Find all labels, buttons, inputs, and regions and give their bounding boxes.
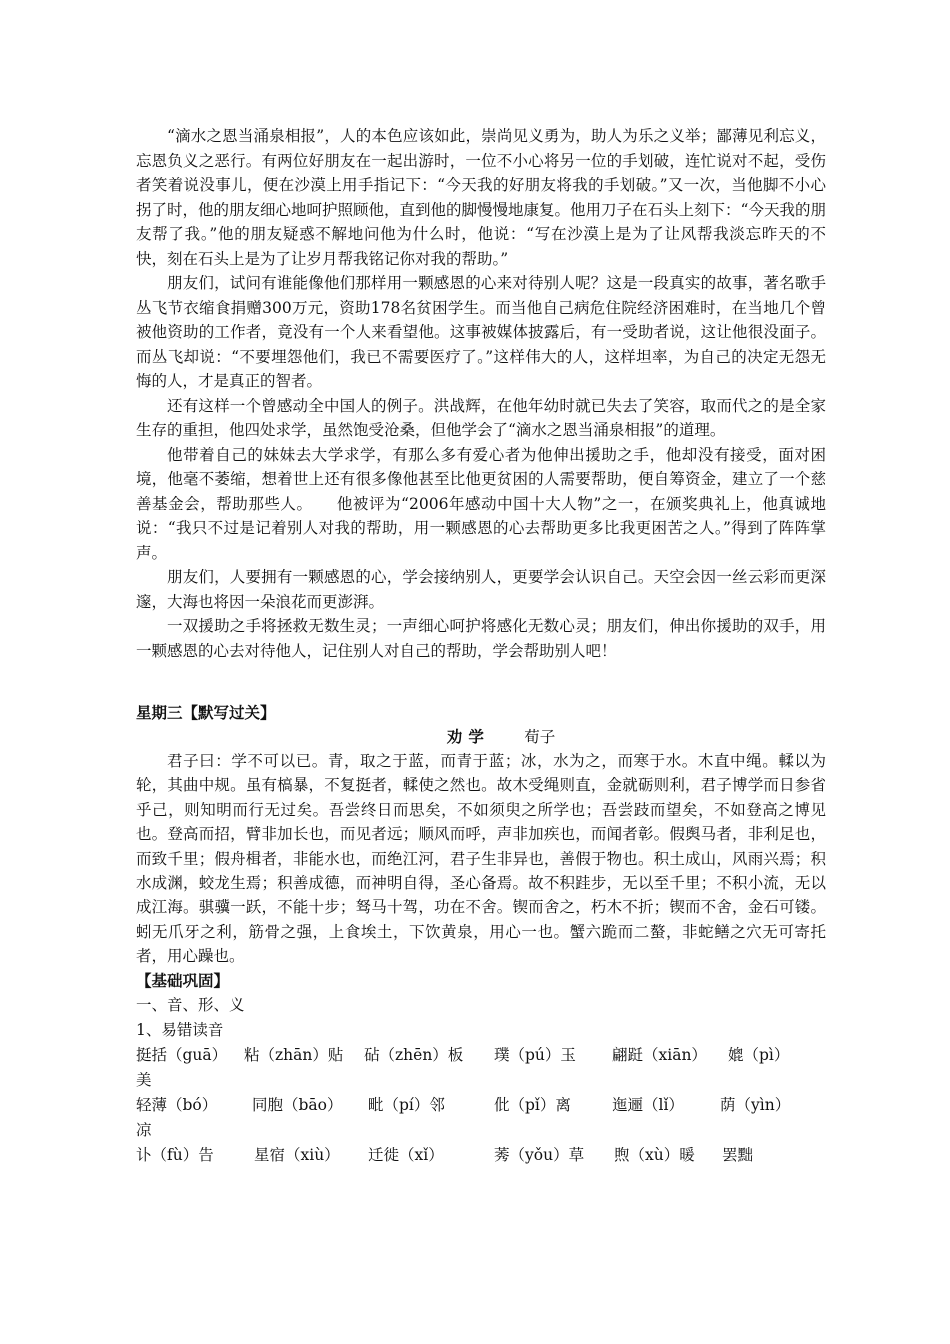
pinyin-row <box>136 1043 826 1068</box>
pinyin-row <box>136 1093 826 1118</box>
essay-paragraph-1: “滴水之恩当涌泉相报”，人的本色应该如此，崇尚见义勇为，助人为乐之义举；鄙薄见利忘义，忘恩负义之恶行。有两位好朋友在一起出游时，一位不小心将另一位的手划破，连忙说对不起，受伤者笑着说没事儿，便在沙漠上用手指记下：“今天我的好朋友将我的手划破。”又一次，当他脚不小心拐了时，他的朋友细心地呵护照顾他，直到他的脚慢慢地康复。他用刀子在石头上刻下：“今天我的朋友帮了我。”他的朋友疑惑不解地问他为什么时，他说：“写在沙漠上是为了让风帮我淡忘昨天的不快，刻在石头上是为了让岁月帮我铭记你对我的帮助。” <box>136 127 826 268</box>
pinyin-item: 媲（pì） <box>728 1045 790 1064</box>
poem-title-row <box>136 725 826 749</box>
pinyin-item: 粘（zhān）贴 <box>244 1045 344 1064</box>
pinyin-row <box>136 1143 826 1168</box>
essay-paragraph-4: 他带着自己的妹妹去大学求学，有那么多有爱心者为他伸出援助之手，他却没有接受，面对困境，他毫不萎缩，想着世上还有很多像他甚至比他更贫困的人需要帮助，便自筹资金，建立了一个慈善基金会，帮助那些人。 他被评为“2006年感动中国十大人物”之一，在颁奖典礼上，他真诚地说：“我只不过是记着别人对我的帮助，用一颗感恩的心去帮助更多比我更困苦之人。”得到了阵阵掌声。 <box>136 445 826 562</box>
essay-paragraph-6: 一双援助之手将拯救无数生灵；一声细心呵护将感化无数心灵；朋友们，伸出你援助的双手，用一颗感恩的心去对待他人，记住别人对自己的帮助，学会帮助别人吧！ <box>136 617 826 660</box>
pinyin-wrap-text: 美 <box>136 1070 152 1089</box>
pinyin-item: 轻薄（bó） <box>136 1095 218 1114</box>
pinyin-item: 煦（xù）暖 <box>614 1145 695 1164</box>
wednesday-heading: 星期三【默写过关】 <box>136 703 276 722</box>
pinyin-item: 毗（pí）邻 <box>368 1095 445 1114</box>
pinyin-item: 荫（yìn） <box>720 1095 791 1114</box>
poem-body: 君子曰：学不可以已。青，取之于蓝，而青于蓝；冰，水为之，而寒于水。木直中绳。輮以为轮，其曲中规。虽有槁暴，不复挺者，輮使之然也。故木受绳则直，金就砺则利，君子博学而日参省乎己，则知明而行无过矣。吾尝终日而思矣，不如须臾之所学也；吾尝跂而望矣，不如登高之博见也。登高而招，臂非加长也，而见者远；顺风而呼，声非加疾也，而闻者彰。假舆马者，非利足也，而致千里；假舟楫者，非能水也，而绝江河，君子生非异也，善假于物也。积土成山，风雨兴焉；积水成渊，蛟龙生焉；积善成德，而神明自得，圣心备焉。故不积跬步，无以至千里；不积小流，无以成江海。骐骥一跃，不能十步；驽马十驾，功在不舍。锲而舍之，朽木不折；锲而不舍，金石可镂。蚓无爪牙之利，筋骨之强，上食埃土，下饮黄泉，用心一也。蟹六跪而二螯，非蛇鳝之穴无可寄托者，用心躁也。 <box>136 752 826 966</box>
pinyin-item: 迁徙（xǐ） <box>368 1145 444 1164</box>
poem-title: 劝学 <box>446 727 491 746</box>
essay-section <box>136 124 826 663</box>
poem-author: 荀子 <box>524 728 556 746</box>
pinyin-item: 砧（zhēn）板 <box>364 1045 464 1064</box>
pinyin-item: 同胞（bāo） <box>252 1095 343 1114</box>
pinyin-item: 迤逦（lǐ） <box>612 1095 684 1114</box>
pinyin-wrap-text: 凉 <box>136 1120 152 1139</box>
essay-paragraph-3: 还有这样一个曾感动全中国人的例子。洪战辉，在他年幼时就已失去了笑容，取而代之的是全家生存的重担，他四处求学，虽然饱受沧桑，但他学会了“滴水之恩当涌泉相报”的道理。 <box>136 396 826 439</box>
pinyin-item: 讣（fù）告 <box>136 1145 214 1164</box>
essay-paragraph-2: 朋友们，试问有谁能像他们那样用一颗感恩的心来对待别人呢？这是一段真实的故事，著名歌手丛飞节衣缩食捐赠300万元，资助178名贫困学生。而当他自己病危住院经济困难时，在当地几个曾被他资助的工作者，竟没有一个人来看望他。这事被媒体披露后，有一受助者说，这让他很没面子。而丛飞却说：“不要埋怨他们，我已不需要医疗了。”这样伟大的人，这样坦率，为自己的决定无怨无悔的人，才是真正的智者。 <box>136 274 826 390</box>
essay-paragraph-5: 朋友们，人要拥有一颗感恩的心，学会接纳别人，更要学会认识自己。天空会因一丝云彩而更深邃，大海也将因一朵浪花而更澎湃。 <box>136 568 826 611</box>
section-spacer <box>136 663 826 701</box>
pinyin-item: 莠（yǒu）草 <box>494 1145 585 1164</box>
basics-heading: 【基础巩固】 <box>136 970 230 990</box>
pinyin-item: 星宿（xiù） <box>254 1145 340 1164</box>
basics-subheading-pronunciation: 1、易错读音 <box>136 1020 224 1039</box>
document-page <box>136 124 826 1168</box>
pinyin-item: 璞（pú）玉 <box>494 1045 576 1064</box>
pinyin-item: 罢黜 <box>722 1145 754 1164</box>
pinyin-table <box>136 1043 826 1168</box>
basics-subheading-sound-form-meaning: 一、音、形、义 <box>136 995 245 1014</box>
pinyin-item: 翩跹（xiān） <box>612 1045 707 1064</box>
pinyin-item: 挺括（guā） <box>136 1045 228 1064</box>
pinyin-item: 仳（pǐ）离 <box>494 1095 571 1114</box>
